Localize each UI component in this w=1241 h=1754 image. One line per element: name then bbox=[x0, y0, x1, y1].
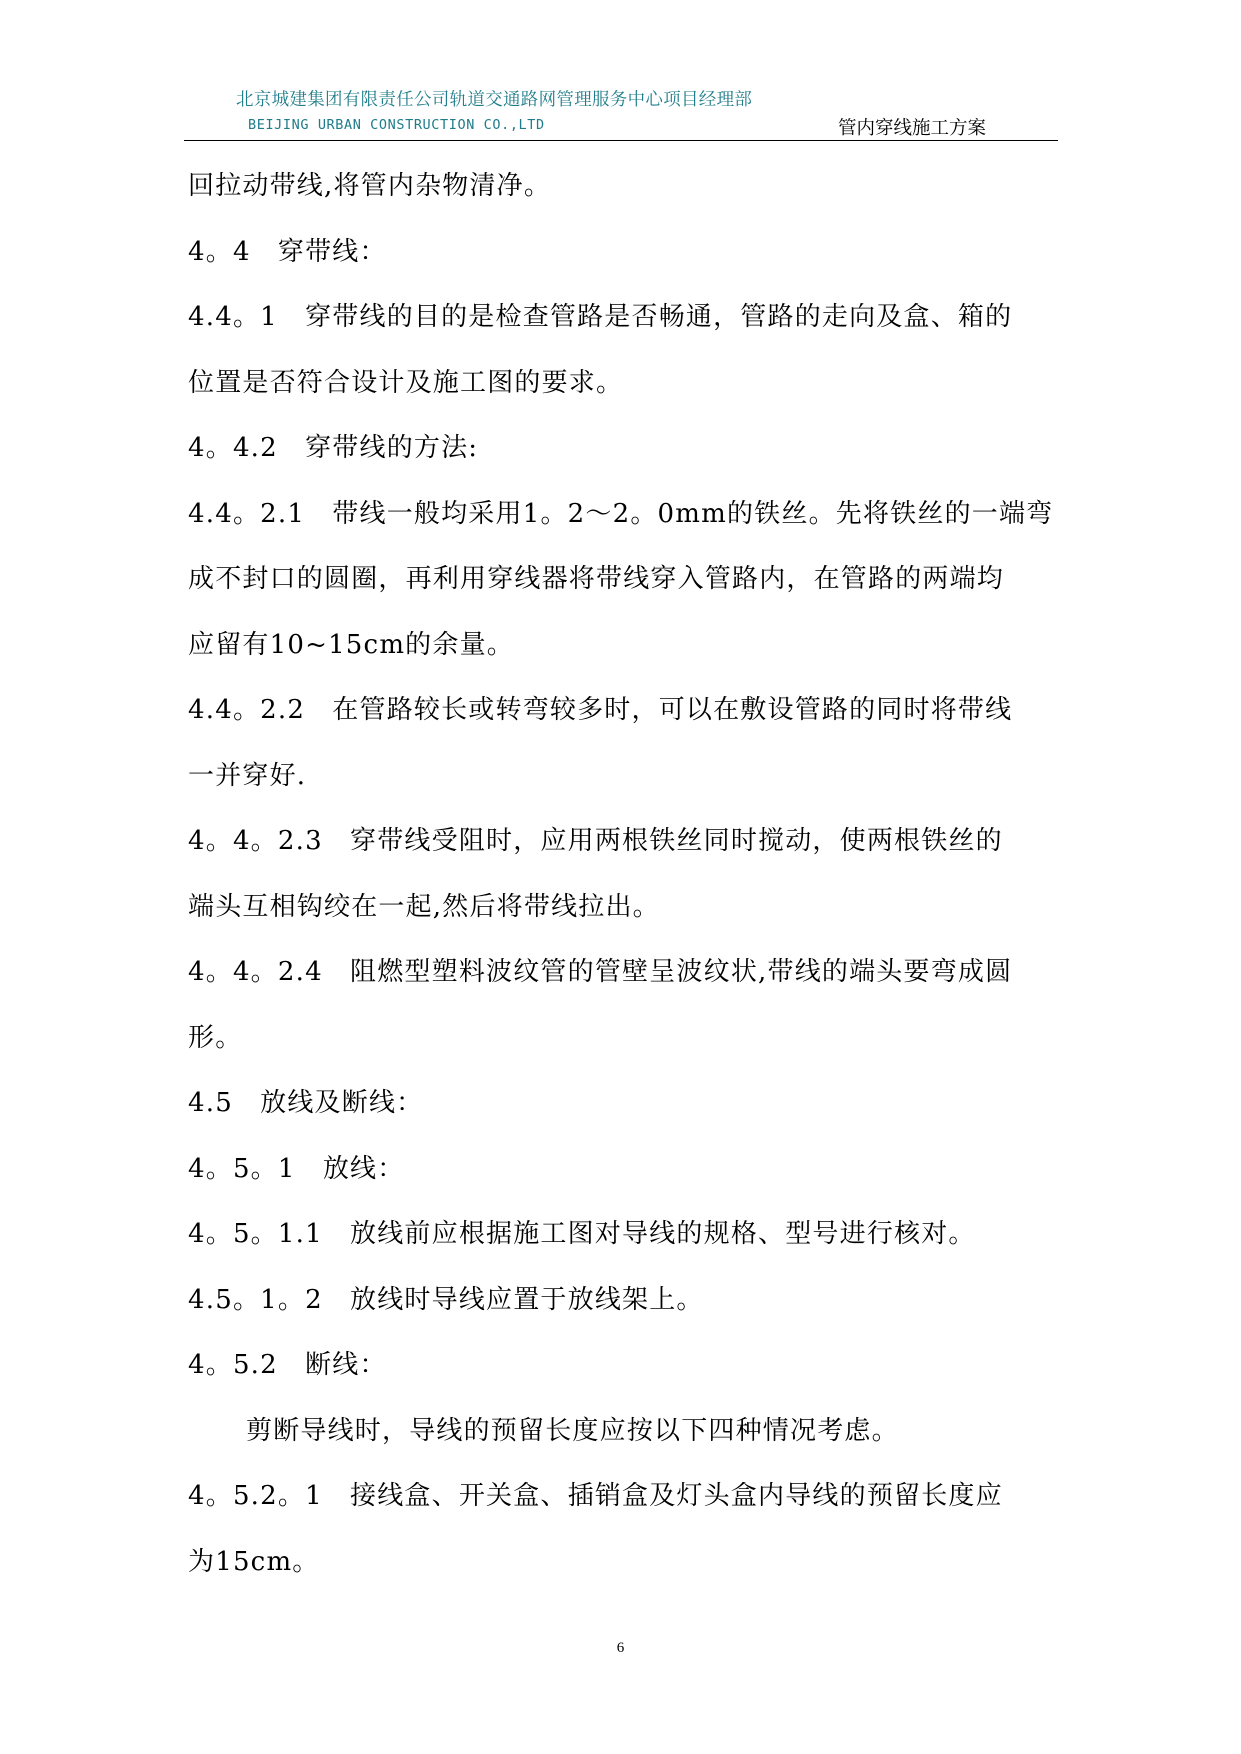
header-divider bbox=[184, 140, 1058, 141]
section-heading: 4.5 放线及断线： bbox=[188, 1088, 424, 1118]
document-title: 管内穿线施工方案 bbox=[838, 118, 987, 139]
body-line: 剪断导线时，导线的预留长度应按以下四种情况考虑。 bbox=[246, 1415, 899, 1446]
body-line: 回拉动带线,将管内杂物清净。 bbox=[188, 171, 552, 201]
body-line: 4.5。1。2 放线时导线应置于放线架上。 bbox=[188, 1284, 704, 1315]
section-heading: 4。4.2 穿带线的方法: bbox=[188, 433, 479, 463]
company-name-english: BEIJING URBAN CONSTRUCTION CO.,LTD bbox=[248, 117, 545, 133]
body-line: 4。4。2.3 穿带线受阻时，应用两根铁丝同时搅动，使两根铁丝的 bbox=[188, 826, 1003, 856]
body-line: 成不封口的圆圈，再利用穿线器将带线穿入管路内，在管路的两端均 bbox=[188, 564, 1005, 594]
body-line: 4。5.2。1 接线盒、开关盒、插销盒及灯头盒内导线的预留长度应 bbox=[188, 1481, 1003, 1511]
body-line: 4.4。2.2 在管路较长或转弯较多时，可以在敷设管路的同时将带线 bbox=[188, 695, 1013, 725]
body-line: 4。5。1.1 放线前应根据施工图对导线的规格、型号进行核对。 bbox=[188, 1219, 976, 1249]
body-line: 4.4。1 穿带线的目的是检查管路是否畅通，管路的走向及盒、箱的 bbox=[188, 302, 1013, 332]
body-line: 应留有10~15cm的余量。 bbox=[188, 629, 514, 660]
section-heading: 4。5.2 断线： bbox=[188, 1350, 387, 1380]
body-line: 一并穿好. bbox=[188, 760, 307, 791]
document-body bbox=[188, 154, 1068, 1595]
page-number: 6 bbox=[616, 1640, 625, 1656]
body-line: 为15cm。 bbox=[188, 1546, 320, 1577]
company-name-chinese: 北京城建集团有限责任公司轨道交通路网管理服务中心项目经理部 bbox=[236, 90, 753, 110]
body-line: 4。4。2.4 阻燃型塑料波纹管的管壁呈波纹状,带线的端头要弯成圆 bbox=[188, 957, 1013, 987]
section-heading: 4。4 穿带线： bbox=[188, 236, 387, 267]
section-heading: 4。5。1 放线： bbox=[188, 1153, 405, 1184]
body-line: 4.4。2.1 带线一般均采用1。2～2。0mm的铁丝。先将铁丝的一端弯 bbox=[188, 498, 1054, 529]
body-line: 形。 bbox=[188, 1022, 243, 1053]
body-line: 端头互相钩绞在一起,然后将带线拉出。 bbox=[188, 891, 660, 922]
body-line: 位置是否符合设计及施工图的要求。 bbox=[188, 367, 624, 398]
